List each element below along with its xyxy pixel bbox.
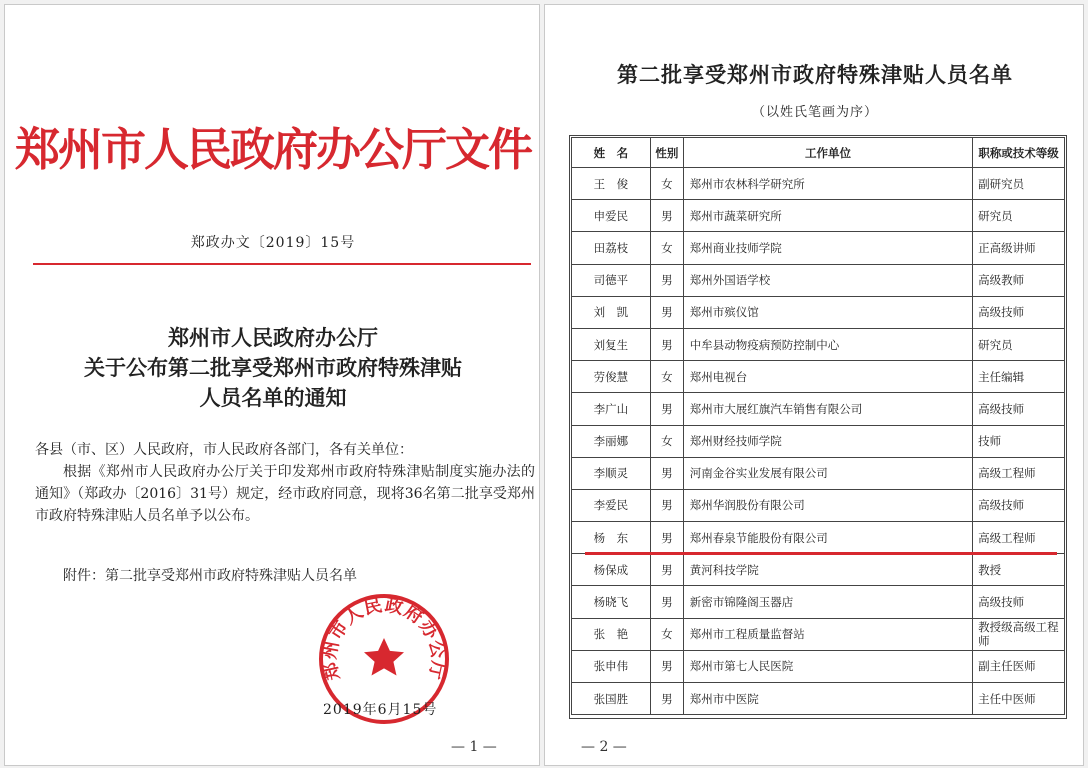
- table-row: [572, 554, 1065, 586]
- cell-gender: 男: [650, 586, 683, 618]
- cell-title: 主任编辑: [973, 361, 1065, 393]
- cell-unit: 郑州市殡仪馆: [683, 296, 972, 328]
- cell-title: 高级技师: [973, 393, 1065, 425]
- list-title: 第二批享受郑州市政府特殊津贴人员名单: [617, 62, 1013, 87]
- cell-unit: 郑州市蔬菜研究所: [683, 200, 972, 232]
- header-unit: 工作单位: [683, 138, 972, 168]
- table-row: [572, 489, 1065, 521]
- page-number-2: — 2 —: [581, 739, 627, 755]
- cell-gender: 女: [650, 361, 683, 393]
- cell-gender: 男: [650, 650, 683, 682]
- header-name: 姓 名: [572, 138, 651, 168]
- cell-name: 田荔枝: [572, 232, 651, 264]
- cell-gender: 男: [650, 264, 683, 296]
- attachment-line: 附件：第二批享受郑州市政府特殊津贴人员名单: [63, 568, 357, 584]
- cell-name: 李丽娜: [572, 425, 651, 457]
- table-row: [572, 457, 1065, 489]
- cell-title: 副研究员: [973, 168, 1065, 200]
- cell-name: 刘复生: [572, 328, 651, 360]
- star-icon: [364, 638, 404, 676]
- cell-unit: 郑州春泉节能股份有限公司: [683, 522, 972, 554]
- table-row: [572, 683, 1065, 715]
- table-row: [572, 393, 1065, 425]
- cell-unit: 河南金谷实业发展有限公司: [683, 457, 972, 489]
- cell-unit: 郑州商业技师学院: [683, 232, 972, 264]
- table-row: [572, 264, 1065, 296]
- cell-name: 李广山: [572, 393, 651, 425]
- cell-name: 李爱民: [572, 489, 651, 521]
- svg-text:郑州市人民政府办公厅: 郑州市人民政府办公厅: [319, 594, 449, 683]
- cell-gender: 男: [650, 489, 683, 521]
- table-row: [572, 522, 1065, 554]
- cell-gender: 男: [650, 457, 683, 489]
- cell-name: 杨 东: [572, 522, 651, 554]
- table-row: [572, 361, 1065, 393]
- table-row: [572, 232, 1065, 264]
- table-row: [572, 425, 1065, 457]
- cell-unit: 郑州华润股份有限公司: [683, 489, 972, 521]
- notice-title: [5, 323, 540, 413]
- cell-gender: 男: [650, 328, 683, 360]
- cell-name: 张国胜: [572, 683, 651, 715]
- cell-unit: 中牟县动物疫病预防控制中心: [683, 328, 972, 360]
- cell-name: 杨晓飞: [572, 586, 651, 618]
- cell-unit: 郑州市工程质量监督站: [683, 618, 972, 650]
- cell-gender: 女: [650, 232, 683, 264]
- cell-unit: 黄河科技学院: [683, 554, 972, 586]
- table-row: [572, 200, 1065, 232]
- left-page: [4, 4, 540, 766]
- cell-gender: 男: [650, 296, 683, 328]
- cell-name: 李顺灵: [572, 457, 651, 489]
- cell-unit: 郑州市第七人民医院: [683, 650, 972, 682]
- cell-title: 技师: [973, 425, 1065, 457]
- salutation: 各县（市、区）人民政府，市人民政府各部门，各有关单位：: [35, 442, 413, 458]
- cell-unit: 郑州市大展红旗汽车销售有限公司: [683, 393, 972, 425]
- recipient-table: [571, 137, 1065, 715]
- cell-title: 高级技师: [973, 296, 1065, 328]
- title-line-1: 郑州市人民政府办公厅: [168, 325, 378, 350]
- cell-gender: 男: [650, 522, 683, 554]
- table-row: [572, 586, 1065, 618]
- red-divider: [33, 263, 531, 265]
- cell-title: 高级工程师: [973, 522, 1065, 554]
- cell-name: 王 俊: [572, 168, 651, 200]
- cell-name: 申爱民: [572, 200, 651, 232]
- cell-gender: 男: [650, 200, 683, 232]
- issue-date: 2019年6月15号: [323, 702, 438, 718]
- cell-title: 高级技师: [973, 586, 1065, 618]
- cell-unit: 郑州外国语学校: [683, 264, 972, 296]
- header-gender: 性别: [650, 138, 683, 168]
- cell-gender: 男: [650, 554, 683, 586]
- cell-gender: 男: [650, 683, 683, 715]
- cell-name: 张 艳: [572, 618, 651, 650]
- table-header-row: [572, 138, 1065, 168]
- cell-gender: 女: [650, 425, 683, 457]
- table-row: [572, 168, 1065, 200]
- table-row: [572, 650, 1065, 682]
- table-row: [572, 618, 1065, 650]
- cell-title: 教授级高级工程师: [973, 618, 1065, 650]
- list-subtitle: （以姓氏笔画为序）: [751, 105, 878, 120]
- cell-title: 教授: [973, 554, 1065, 586]
- cell-title: 副主任医师: [973, 650, 1065, 682]
- cell-title: 研究员: [973, 200, 1065, 232]
- table-row: [572, 296, 1065, 328]
- cell-name: 张申伟: [572, 650, 651, 682]
- title-line-2: 关于公布第二批享受郑州市政府特殊津贴: [84, 355, 462, 380]
- cell-name: 司德平: [572, 264, 651, 296]
- cell-gender: 女: [650, 618, 683, 650]
- page-number-1: — 1 —: [451, 739, 497, 755]
- cell-unit: 郑州市农林科学研究所: [683, 168, 972, 200]
- cell-title: 研究员: [973, 328, 1065, 360]
- cell-title: 高级工程师: [973, 457, 1065, 489]
- cell-unit: 郑州市中医院: [683, 683, 972, 715]
- cell-unit: 郑州财经技师学院: [683, 425, 972, 457]
- cell-name: 劳俊慧: [572, 361, 651, 393]
- cell-unit: 新密市锦隆阁玉器店: [683, 586, 972, 618]
- cell-title: 高级教师: [973, 264, 1065, 296]
- cell-title: 主任中医师: [973, 683, 1065, 715]
- table-row: [572, 328, 1065, 360]
- cell-title: 正高级讲师: [973, 232, 1065, 264]
- title-line-3: 人员名单的通知: [199, 385, 347, 410]
- cell-name: 杨保成: [572, 554, 651, 586]
- body-paragraph: 根据《郑州市人民政府办公厅关于印发郑州市政府特殊津贴制度实施办法的通知》（郑政办〔2016〕31号）规定，经市政府同意，现将36名第二批享受郑州市政府特殊津贴人员名单予以公布。: [35, 464, 535, 524]
- document-number: 郑政办文〔2019〕15号: [190, 235, 356, 251]
- highlight-underline: [585, 552, 1057, 555]
- cell-title: 高级技师: [973, 489, 1065, 521]
- cell-name: 刘 凯: [572, 296, 651, 328]
- cell-gender: 男: [650, 393, 683, 425]
- header-title: 职称或技术等级: [973, 138, 1065, 168]
- cell-gender: 女: [650, 168, 683, 200]
- cell-unit: 郑州电视台: [683, 361, 972, 393]
- right-page: [544, 4, 1084, 766]
- document-header: 郑州市人民政府办公厅文件: [14, 123, 531, 176]
